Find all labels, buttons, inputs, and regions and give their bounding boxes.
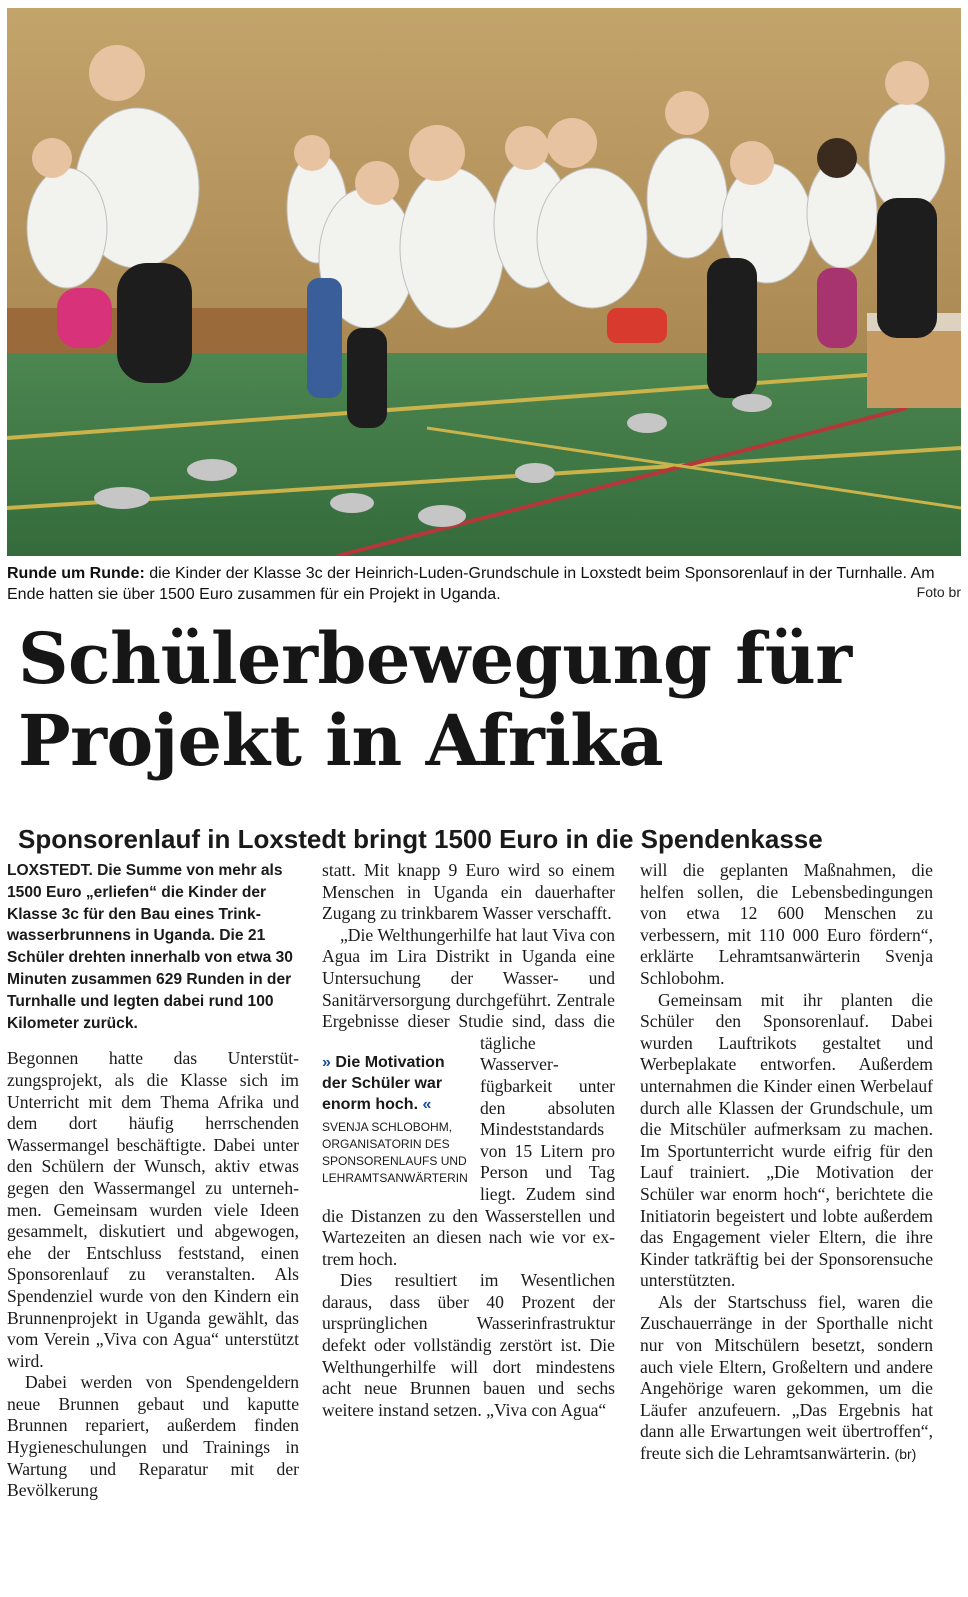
body-paragraph: Dies resultiert im Wesentlichen daraus, dass über 40 Prozent der ursprünglichen Wasserinfrastruktur defekt oder vollständig zerstört ist. Die Welthungerhilfe will dort mindestens acht neue Brunnen bauen und sechs weitere instand setzen. „Viva con Agua“: [322, 1270, 615, 1420]
body-text: „Die Welthungerhilfe hat laut Viva con Agua im Lira Distrikt in Uganda eine Untersuchung der Wasser- und Sanitärversorgung durchgeführt. Zentrale Ergebnisse dieser Studie sind, dass die tägliche Wasserverfügbarkeit unter den absoluten Mindeststandards von 15 Litern pro Person und Tag liegt. Zudem sind die Distanzen zu den Wasserstellen und Wartezeiten an diesen nach wie vor extrem hoch.: [322, 924, 615, 1269]
photo-caption: [7, 563, 961, 605]
article-photo: [7, 8, 961, 556]
body-paragraph: statt. Mit knapp 9 Euro wird so einem Menschen in Uganda ein dauerhafter Zugang zu trinkbarem Wasser verschafft.: [322, 860, 615, 924]
body-paragraph: Dabei werden von Spendengeldern neue Brunnen gebaut und kaputte Brunnen repariert, außerdem finden Hygieneschulungen und Trainings in Wartung und Reparatur mit der Bevölkerung: [7, 1372, 299, 1501]
body-paragraph: Begonnen hatte das Unterstützungsprojekt, als die Klasse sich im Unterricht mit dem Thema Afrika und dem dort häufig herrschenden Wassermangel beschäftigte. Dabei unter den Schülern der Wunsch, aktiv etwas gegen den Wassermangel zu unternehmen. Gemeinsam wurden viele Ideen gesammelt, diskutiert und abgewogen, ehe der Entschluss feststand, einen Sponsorenlauf zu veranstalten. Als Spendenziel wurde von den Kindern ein Brunnenprojekt in Uganda gewählt, das vom Verein „Viva con Agua“ unterstützt wird.: [7, 1048, 299, 1371]
body-paragraph: Gemeinsam mit ihr planten die Schüler den Sponsorenlauf. Dabei wurden Lauftrikots gestaltet und Werbeplakate entworfen. Außerdem unternahmen die Kinder einen Werbelauf durch alle Klassen der Grundschule, um die Mitschüler aufmerksam zu machen. Im Sportunterricht wurde eifrig für den Lauf trainiert. „Die Motivation der Schüler war enorm hoch“, berichtete die Initiatorin begeistert und lobte außerdem das Engagement vieler Eltern, die ihre Kinder tatkräftig bei der Sponsorensuche unterstützten.: [640, 989, 933, 1291]
lead-paragraph: LOXSTEDT. Die Summe von mehr als 1500 Euro „erliefen“ die Kinder der Klasse 3c für den Bau eines Trinkwasserbrunnens in Uganda. Die 21 Schüler drehten innerhalb von etwa 30 Minuten zusammen 629 Runden in der Turnhalle und legten dabei rund 100 Kilometer zurück.: [7, 862, 293, 1032]
headline-line-1: Schülerbewegung für: [18, 617, 852, 700]
body-paragraph: [640, 1292, 933, 1466]
article-column-1: [7, 860, 299, 1502]
quote-source: SVENJA SCHLOBOHM, ORGANISATORIN DES SPONSORENLAUFS UND LEHRAMTSANWÄRTERIN: [322, 1120, 468, 1185]
photo-children-running-gym-icon: [7, 8, 961, 556]
subheadline: Sponsorenlauf in Loxstedt bringt 1500 Euro in die Spendenkasse: [18, 824, 823, 854]
headline-line-2: Projekt in Afrika: [18, 699, 664, 782]
photo-credit: Foto br: [916, 584, 961, 600]
quote-text: Die Motivation der Schüler war enorm hoch.: [322, 1054, 445, 1113]
body-paragraph: will die geplanten Maßnahmen, die helfen sollen, die Lebensbedingungen von etwa 12 600 Menschen zu verbessern, mit 110 000 Euro fördern“, erklärte Lehramtsanwärterin Svenja Schlobohm.: [640, 860, 933, 988]
quote-open-mark: »: [322, 1054, 331, 1071]
headline: [18, 618, 958, 782]
caption-lead: Runde um Runde:: [7, 565, 145, 582]
author-signature: (br): [894, 1446, 917, 1463]
quote-close-mark: «: [422, 1096, 432, 1113]
caption-text: die Kinder der Klasse 3c der Heinrich-Luden-Grundschule in Loxstedt beim Sponsorenlauf in der Turnhalle. Am Ende hatten sie über 1500 Euro zusammen für ein Projekt in Uganda.: [7, 565, 935, 603]
body-text: Als der Startschuss fiel, waren die Zuschauerränge in der Sporthalle nicht nur von Mitschülern besetzt, sondern auch viele Eltern, Großeltern und andere Angehörige waren gekommen, um die Läufer anzufeuern. „Das Ergebnis hat dann alle Erwartungen weit übertroffen“, freute sich die Lehramtsanwärterin.: [640, 1291, 933, 1464]
pull-quote: [322, 1052, 472, 1187]
article-column-3: [640, 860, 933, 1466]
